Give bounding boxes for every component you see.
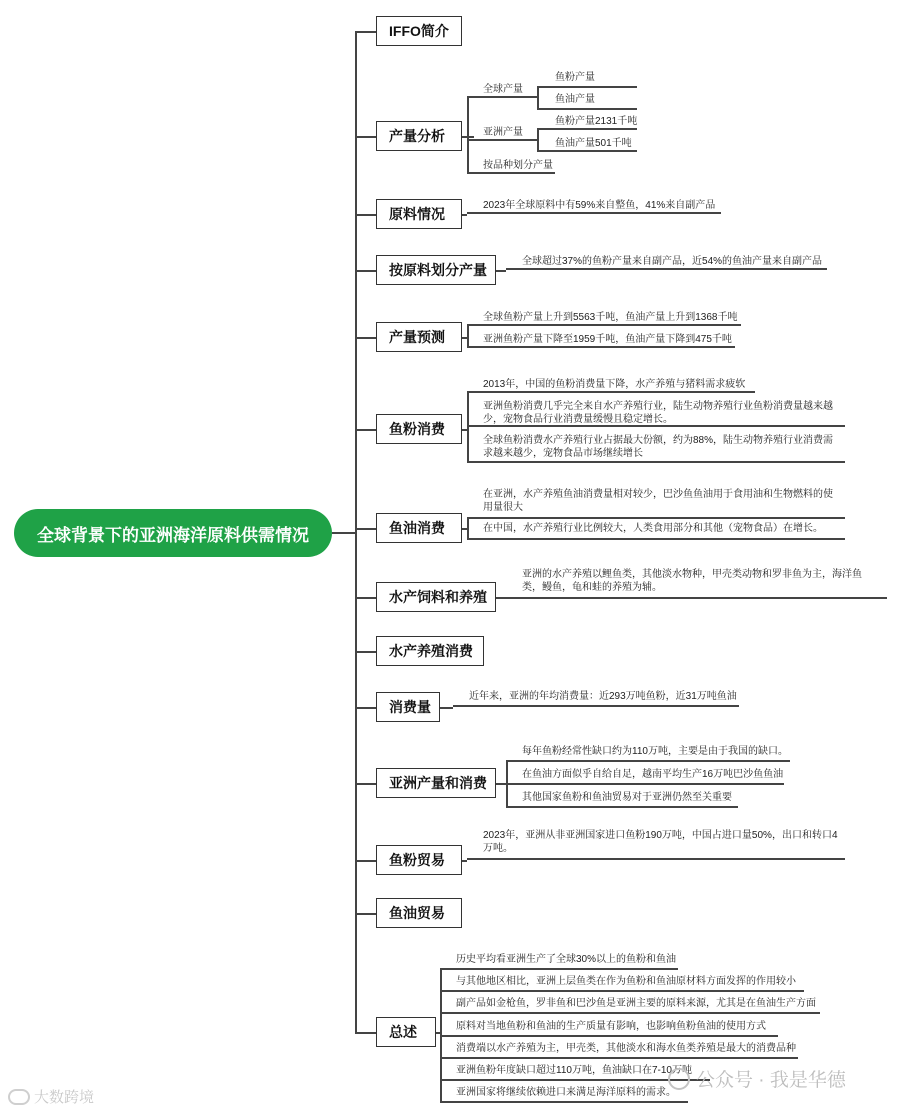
connector-line (467, 324, 469, 346)
connector-line (355, 31, 376, 33)
connector-line (440, 1012, 820, 1014)
leaf-text[interactable]: 2023年，亚洲从非亚洲国家进口鱼粉190万吨，中国占进口量50%，出口和转口4万吨。 (483, 830, 838, 854)
connector-line (496, 783, 506, 785)
leaf-text[interactable]: 全球超过37%的鱼粉产量来自副产品，近54%的鱼油产量来自副产品 (522, 256, 823, 267)
connector-line (496, 597, 506, 599)
connector-line (537, 128, 539, 150)
wechat-icon (668, 1068, 690, 1090)
leaf-text[interactable]: 原料对当地鱼粉和鱼油的生产质量有影响，也影响鱼粉鱼油的使用方式 (456, 1021, 766, 1032)
leaf-text[interactable]: 在中国，水产养殖行业比例较大，人类食用部分和其他（宠物食品）在增长。 (483, 523, 823, 534)
connector-line (506, 268, 827, 270)
leaf-text[interactable]: 每年鱼粉经常性缺口约为110万吨，主要是由于我国的缺口。 (522, 746, 788, 757)
leaf-text[interactable]: 2013年，中国的鱼粉消费量下降，水产养殖与猪料需求疲软 (483, 379, 746, 390)
branch-node[interactable]: 鱼油消费 (376, 513, 462, 543)
connector-line (506, 806, 738, 808)
connector-line (355, 597, 376, 599)
connector-line (355, 651, 376, 653)
connector-line (537, 150, 637, 152)
connector-line (440, 707, 453, 709)
leaf-text[interactable]: 鱼油产量 (555, 94, 595, 105)
connector-line (440, 990, 804, 992)
leaf-text[interactable]: 全球产量 (483, 84, 523, 95)
connector-line (537, 128, 637, 130)
logo-icon (8, 1089, 30, 1105)
connector-line (355, 31, 357, 1032)
leaf-text[interactable]: 鱼粉产量2131千吨 (555, 116, 638, 127)
watermark-left (8, 1086, 94, 1107)
connector-line (467, 96, 537, 98)
leaf-text[interactable]: 2023年全球原料中有59%来自整鱼，41%来自副产品 (483, 200, 716, 211)
connector-line (506, 783, 784, 785)
connector-line (467, 538, 845, 540)
branch-node[interactable]: 亚洲产量和消费 (376, 768, 496, 798)
connector-line (467, 517, 469, 538)
leaf-text[interactable]: 历史平均看亚洲生产了全球30%以上的鱼粉和鱼油 (456, 954, 677, 965)
branch-node[interactable]: 水产养殖消费 (376, 636, 484, 666)
connector-line (355, 528, 376, 530)
branch-node[interactable]: 按原料划分产量 (376, 255, 496, 285)
connector-line (537, 86, 539, 108)
branch-node[interactable]: 鱼粉消费 (376, 414, 462, 444)
watermark-right-text: 公众号 · 我是华德 (696, 1070, 846, 1091)
connector-line (355, 337, 376, 339)
connector-line (440, 1101, 688, 1103)
connector-line (355, 1032, 376, 1034)
leaf-text[interactable]: 鱼油产量501千吨 (555, 138, 632, 149)
leaf-text[interactable]: 在亚洲，水产养殖鱼油消费量相对较少，巴沙鱼鱼油用于食用油和生物燃料的使用量很大 (483, 489, 833, 513)
leaf-text[interactable]: 亚洲鱼粉年度缺口超过110万吨，鱼油缺口在7-10万吨 (456, 1065, 692, 1076)
connector-line (440, 968, 678, 970)
leaf-text[interactable]: 亚洲鱼粉消费几乎完全来自水产养殖行业，陆生动物养殖行业鱼粉消费量越来越少，宠物食品行业消费量缓慢且稳定增长。 (483, 401, 833, 425)
connector-line (467, 212, 721, 214)
connector-line (537, 108, 637, 110)
leaf-text[interactable]: 按品种划分产量 (483, 160, 553, 171)
connector-line (467, 172, 555, 174)
leaf-text[interactable]: 与其他地区相比，亚洲上层鱼类在作为鱼粉和鱼油原材料方面发挥的作用较小 (456, 976, 796, 987)
leaf-text[interactable]: 全球鱼粉产量上升到5563千吨，鱼油产量上升到1368千吨 (483, 312, 738, 323)
branch-node[interactable]: 鱼粉贸易 (376, 845, 462, 875)
connector-line (467, 517, 845, 519)
root-node[interactable]: 全球背景下的亚洲海洋原料供需情况 (14, 509, 332, 557)
leaf-text[interactable]: 全球鱼粉消费水产养殖行业占据最大份额，约为88%，陆生动物养殖行业消费需求越来越少，宠物食品市场继续增长 (483, 435, 834, 459)
branch-node[interactable]: 产量分析 (376, 121, 462, 151)
connector-line (453, 705, 739, 707)
connector-line (467, 461, 845, 463)
leaf-text[interactable]: 消费端以水产养殖为主，甲壳类，其他淡水和海水鱼类养殖是最大的消费品种 (456, 1043, 796, 1054)
connector-line (332, 532, 356, 534)
leaf-text[interactable]: 亚洲的水产养殖以鲤鱼类，其他淡水物种，甲壳类动物和罗非鱼为主，海洋鱼类，鳗鱼，龟和蛙的养殖为辅。 (522, 569, 862, 593)
leaf-text[interactable]: 亚洲产量 (483, 127, 523, 138)
branch-node[interactable]: 总述 (376, 1017, 436, 1047)
connector-line (440, 1057, 798, 1059)
leaf-text[interactable]: 近年来，亚洲的年均消费量：近293万吨鱼粉，近31万吨鱼油 (469, 691, 737, 702)
connector-line (462, 214, 467, 216)
leaf-text[interactable]: 鱼粉产量 (555, 72, 595, 83)
connector-line (537, 86, 637, 88)
leaf-text[interactable]: 亚洲国家将继续依赖进口来满足海洋原料的需求。 (456, 1087, 676, 1098)
connector-line (355, 214, 376, 216)
connector-line (355, 783, 376, 785)
branch-node[interactable]: 鱼油贸易 (376, 898, 462, 928)
branch-node[interactable]: 水产饲料和养殖 (376, 582, 496, 612)
leaf-text[interactable]: 副产品如金枪鱼，罗非鱼和巴沙鱼是亚洲主要的原料来源，尤其是在鱼油生产方面 (456, 998, 816, 1009)
branch-node[interactable]: 消费量 (376, 692, 440, 722)
branch-node[interactable]: 产量预测 (376, 322, 462, 352)
leaf-text[interactable]: 亚洲鱼粉产量下降至1959千吨，鱼油产量下降到475千吨 (483, 334, 732, 345)
connector-line (467, 96, 469, 172)
connector-line (462, 860, 467, 862)
connector-line (496, 270, 506, 272)
connector-line (467, 346, 735, 348)
leaf-text[interactable]: 其他国家鱼粉和鱼油贸易对于亚洲仍然至关重要 (522, 792, 732, 803)
leaf-text[interactable]: 在鱼油方面似乎自给自足，越南平均生产16万吨巴沙鱼鱼油 (522, 769, 784, 780)
connector-line (355, 707, 376, 709)
connector-line (440, 1035, 778, 1037)
watermark-left-text: 大数跨境 (34, 1089, 95, 1106)
connector-line (467, 858, 845, 860)
connector-line (506, 597, 887, 599)
connector-line (355, 270, 376, 272)
branch-node[interactable]: IFFO简介 (376, 16, 462, 46)
connector-line (355, 913, 376, 915)
connector-line (355, 429, 376, 431)
connector-line (355, 136, 376, 138)
connector-line (506, 760, 790, 762)
branch-node[interactable]: 原料情况 (376, 199, 462, 229)
watermark-right (668, 1065, 846, 1092)
connector-line (355, 860, 376, 862)
connector-line (467, 139, 537, 141)
connector-line (467, 324, 741, 326)
connector-line (467, 391, 755, 393)
